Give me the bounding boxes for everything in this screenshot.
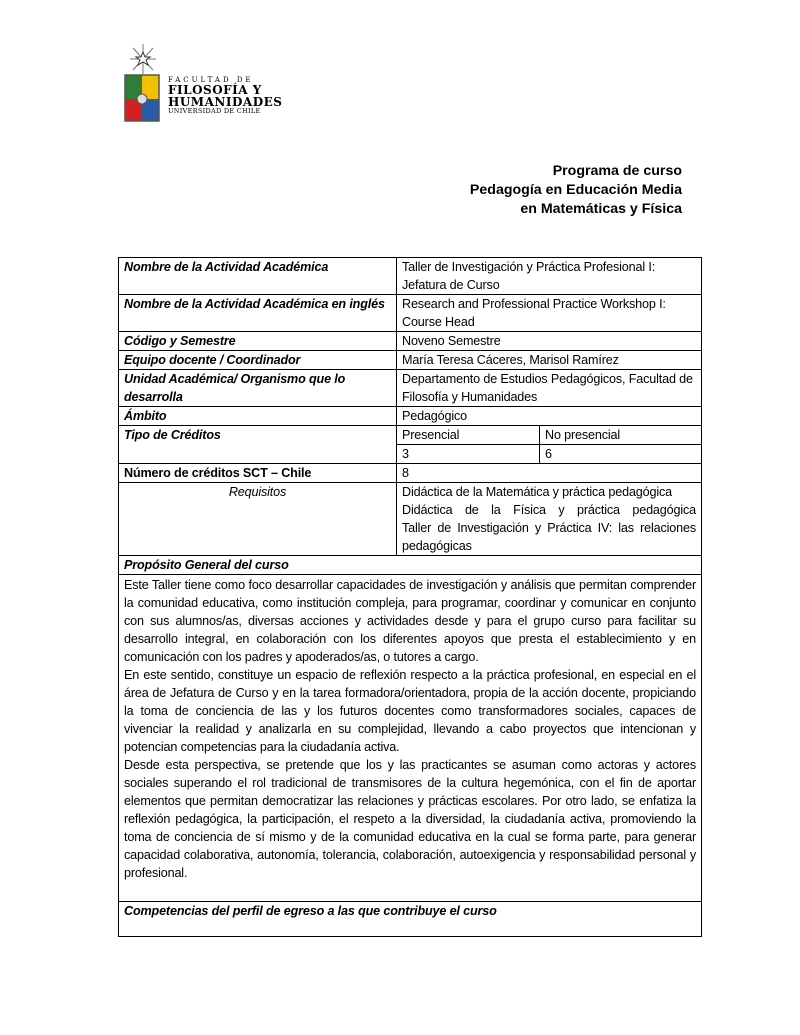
table-row: Número de créditos SCT – Chile 8 xyxy=(119,464,702,483)
table-row: Tipo de Créditos Presencial No presencial xyxy=(119,426,702,445)
table-row: Código y Semestre Noveno Semestre xyxy=(119,332,702,351)
table-row: Equipo docente / Coordinador María Teresa Cáceres, Marisol Ramírez xyxy=(119,351,702,370)
table-row: Ámbito Pedagógico xyxy=(119,407,702,426)
table-row xyxy=(119,575,702,902)
table-row: 3 6 xyxy=(119,445,702,464)
program-heading xyxy=(470,162,682,219)
table-row: Nombre de la Actividad Académica Taller de Investigación y Práctica Profesional I: Jefatura de Curso xyxy=(119,258,702,295)
table-row: Propósito General del curso xyxy=(119,556,702,575)
table-row: Nombre de la Actividad Académica en inglés Research and Professional Practice Workshop I: Course Head xyxy=(119,295,702,332)
table-row: Requisitos Didáctica de la Matemática y práctica pedagógica Didáctica de la Física y práctica pedagógica Taller de Investigación y Práctica IV: las relaciones pedagógicas xyxy=(119,483,702,556)
table-row: Competencias del perfil de egreso a las que contribuye el curso xyxy=(119,902,702,937)
table-row: Unidad Académica/ Organismo que lo desarrolla Departamento de Estudios Pedagógicos, Facultad de Filosofía y Humanidades xyxy=(119,370,702,407)
faculty-logo: FACULTAD DE FILOSOFÍA Y HUMANIDADES UNIVERSIDAD DE CHILE xyxy=(120,44,260,124)
heading-line-1: Programa de curso xyxy=(552,163,682,179)
course-info-table xyxy=(118,257,702,937)
heading-line-3: en Matemáticas y Física xyxy=(520,201,682,217)
proposito-text: Este Taller tiene como foco desarrollar capacidades de investigación y análisis que permitan comprender la comunidad educativa, como institución compleja, para programar, coordinar y comunicar en conjunto con sus alumnos/as, diversas acciones y actividades desde y para el grupo curso para facilitar su desarrollo integral, en colaboración con los diferentes apoyos que presta el establecimiento y en comunicación con los padres y apoderados/as, o tutores a cargo. En este sentido, constituye un espacio de reflexión respecto a la práctica profesional, en especial en el área de Jefatura de Curso y en la tarea formadora/orientadora, propia de la acción docente, propiciando la toma de conciencia de las y los futuros docentes como transformadores sociales, capaces de vivenciar la realidad y analizarla en su complejidad, llevando a cabo proyectos que intencionan y potencian competencias para la ciudadanía activa. Desde esta perspectiva, se pretende que los y las practicantes se asuman como actoras y actores sociales superando el rol tradicional de transmisores de la cultura hegemónica, con el fin de aportar elementos que permitan democratizar las relaciones y prácticas escolares. Por otro lado, se enfatiza la reflexión pedagógica, la participación, el respeto a la diversidad, la ciudadanía activa, promoviendo la toma de conciencia de sí mismo y de la comunidad educativa en la cual se forma parte, para generar capacidad colaborativa, autonomía, tolerancia, colaboración, autoexigencia y responsabilidad personal y profesional. xyxy=(119,575,702,902)
star-emblem-icon xyxy=(130,44,156,74)
university-shield-icon xyxy=(124,74,160,124)
heading-line-2: Pedagogía en Educación Media xyxy=(469,182,682,198)
requisitos-list: Didáctica de la Matemática y práctica pedagógica Didáctica de la Física y práctica pedagógica Taller de Investigación y Práctica IV: las relaciones pedagógicas xyxy=(397,483,702,556)
